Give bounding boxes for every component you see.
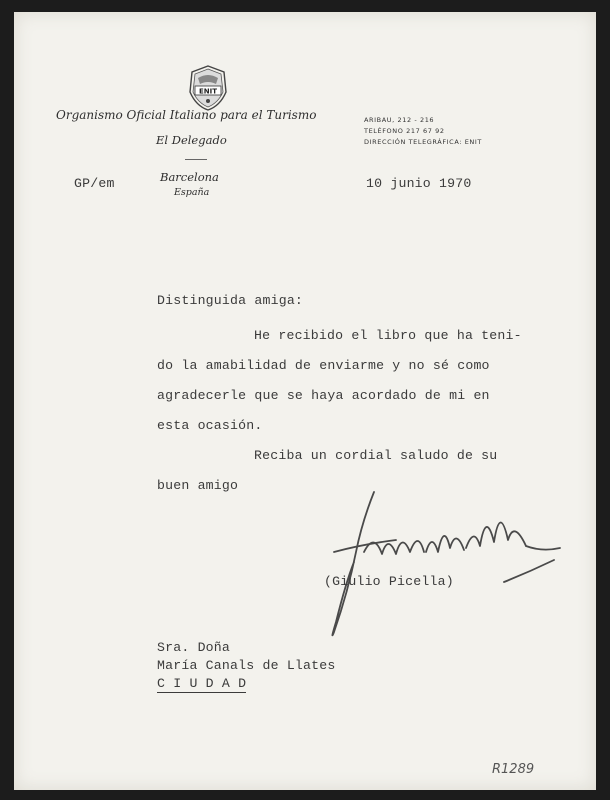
salutation: Distinguida amiga: — [157, 293, 304, 308]
emblem-text: ENIT — [198, 87, 218, 96]
body-line: Reciba un cordial saludo de su — [254, 448, 498, 463]
signatory-name: (Giulio Picella) — [324, 574, 454, 589]
address: ARIBAU, 212 - 216 — [364, 116, 435, 124]
letter-paper — [14, 12, 596, 790]
recipient-line: Sra. Doña — [157, 640, 231, 655]
city-name: Barcelona — [160, 170, 219, 184]
handwritten-signature — [304, 482, 564, 652]
archive-mark: R1289 — [492, 762, 535, 777]
enit-emblem — [186, 64, 230, 112]
body-line: buen amigo — [157, 478, 239, 493]
letter-date: 10 junio 1970 — [366, 176, 472, 191]
organization-name: Organismo Oficial Italiano para el Turismo — [56, 108, 317, 122]
body-line: agradecerle que se haya acordado de mi en — [157, 388, 490, 403]
body-line: He recibido el libro que ha teni- — [254, 328, 522, 343]
letterhead-divider — [185, 159, 207, 160]
recipient-name: María Canals de Llates — [157, 658, 336, 673]
telegraph-address: DIRECCIÓN TELEGRÁFICA: ENIT — [364, 138, 482, 146]
body-line: esta ocasión. — [157, 418, 263, 433]
body-line: do la amabilidad de enviarme y no sé como — [157, 358, 490, 373]
recipient-city: C I U D A D — [157, 676, 247, 691]
phone: TELÉFONO 217 67 92 — [364, 127, 445, 135]
country-name: España — [174, 187, 210, 198]
delegate-title: El Delegado — [156, 133, 227, 147]
reference-code: GP/em — [74, 176, 115, 191]
